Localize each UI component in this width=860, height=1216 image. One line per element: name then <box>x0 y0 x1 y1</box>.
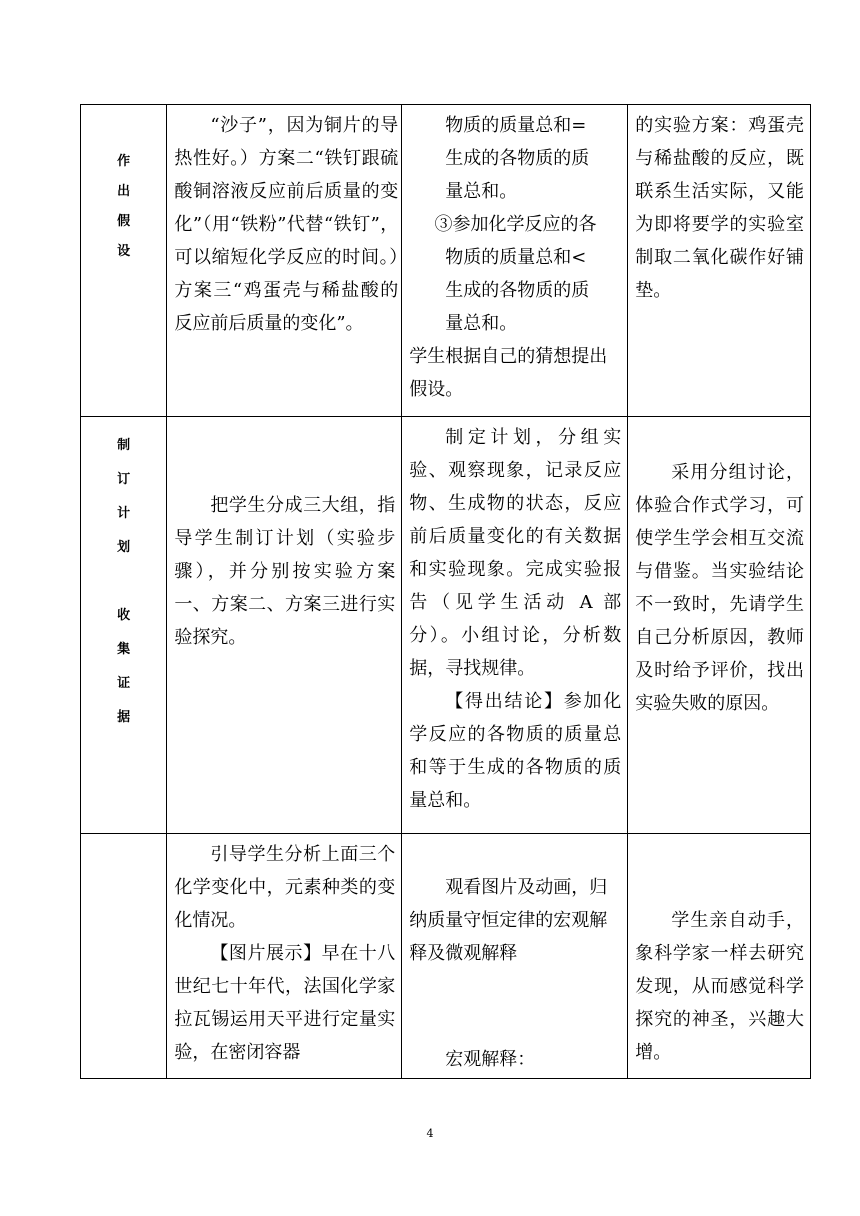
stage-char: 证 <box>117 676 131 691</box>
student-text: 物质的质量总和= <box>445 115 587 136</box>
design-intent-cell <box>628 417 811 834</box>
teacher-text: “沙子”，因为铜片的导热性好。）方案二“铁钉跟硫酸铜溶液反应前后质量的变化”（用“铁粉”代替“铁钉”，可以缩短化学反应的时间。）方案三“鸡蛋壳与稀盐酸的反应前后质量的变化”。 <box>174 115 399 334</box>
design-intent-cell <box>628 834 811 1079</box>
teacher-activity-cell <box>167 834 402 1079</box>
student-text: 量总和。 <box>445 313 518 334</box>
design-intent-cell <box>628 105 811 417</box>
intent-text: 采用分组讨论，体验合作式学习，可使学生学会相互交流与借鉴。当实验结论不一致时，先请学生自己分析原因，教师及时给予评价，找出实验失败的原因。 <box>635 462 804 714</box>
stage-char: 制 <box>117 438 131 453</box>
stage-char: 据 <box>117 710 131 725</box>
student-text: 生成的各物质的质 <box>445 148 590 169</box>
stage-char: 计 <box>117 506 131 521</box>
stage-char: 设 <box>117 244 131 259</box>
stage-char: 假 <box>117 214 131 229</box>
table-row <box>81 105 811 417</box>
student-text: 观看图片及动画，归纳质量守恒定律的宏观解释及微观解释 <box>409 877 608 964</box>
table-row <box>81 834 811 1079</box>
stage-char: 收 <box>117 608 131 623</box>
student-text: 【得出结论】参加化学反应的各物质的质量总和等于生成的各物质的质量总和。 <box>409 691 622 811</box>
student-activity-cell <box>402 834 628 1079</box>
lesson-plan-table <box>80 104 811 1079</box>
teacher-activity-cell <box>167 105 402 417</box>
stage-cell <box>81 417 167 834</box>
stage-char: 订 <box>117 472 131 487</box>
student-text: ③参加化学反应的各 <box>434 214 597 235</box>
stage-char: 作 <box>117 154 131 169</box>
page-number: 4 <box>426 1127 434 1140</box>
stage-cell <box>81 834 167 1079</box>
student-activity-cell <box>402 105 628 417</box>
table-row <box>81 417 811 834</box>
student-text: 宏观解释： <box>445 1049 536 1070</box>
student-text: 制定计划，分组实验、观察现象，记录反应物、生成物的状态，反应前后质量变化的有关数据和实验现象。完成实验报告（见学生活动 A 部分）。小组讨论，分析数据，寻找规律。 <box>409 427 622 679</box>
stage-char: 集 <box>117 642 131 657</box>
teacher-text: 【图片展示】早在十八世纪七十年代，法国化学家拉瓦锡运用天平进行定量实验，在密闭容器 <box>174 943 396 1063</box>
stage-cell <box>81 105 167 417</box>
student-text: 生成的各物质的质 <box>445 280 590 301</box>
teacher-text: 引导学生分析上面三个化学变化中，元素种类的变化情况。 <box>174 844 396 931</box>
student-activity-cell <box>402 417 628 834</box>
student-text: 学生根据自己的猜想提出假设。 <box>409 346 608 400</box>
stage-char: 出 <box>117 184 131 199</box>
intent-text: 学生亲自动手，象科学家一样去研究发现，从而感觉科学探究的神圣，兴趣大增。 <box>635 910 804 1063</box>
teacher-text: 把学生分成三大组，指导学生制订计划（实验步骤），并分别按实验方案一、方案二、方案三进行实验探究。 <box>174 495 396 648</box>
teacher-activity-cell <box>167 417 402 834</box>
student-text: 物质的质量总和< <box>445 247 587 268</box>
student-text: 量总和。 <box>445 181 518 202</box>
stage-char: 划 <box>117 540 131 555</box>
intent-text: 的实验方案：鸡蛋壳与稀盐酸的反应，既联系生活实际，又能为即将要学的实验室制取二氧化碳作好铺垫。 <box>635 115 804 301</box>
